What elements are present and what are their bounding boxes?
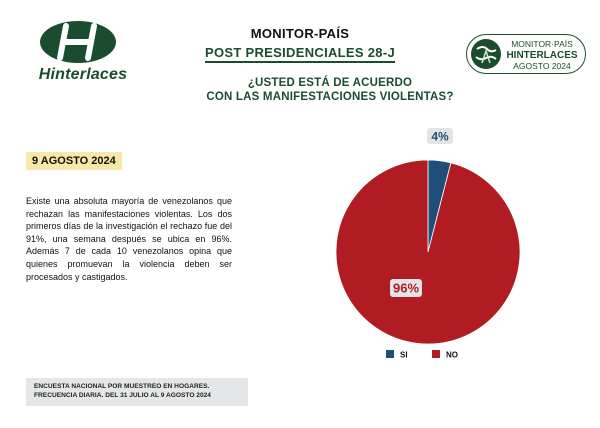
methodology-footer — [26, 378, 248, 406]
legend-swatch-no — [432, 350, 440, 358]
globe-icon — [469, 37, 503, 71]
pie-chart — [320, 120, 540, 370]
legend-label-no: NO — [446, 350, 458, 360]
badge-line-1: MONITOR·PAÍS — [511, 39, 573, 49]
pie-slice-no — [336, 160, 520, 344]
badge-text — [501, 39, 583, 72]
footer-line-1: ENCUESTA NACIONAL POR MUESTREO EN HOGARES. — [34, 383, 210, 390]
date-badge: 9 AGOSTO 2024 — [26, 152, 122, 170]
footer-line-2: FRECUENCIA DIARIA. DEL 31 JULIO AL 9 AGOSTO 2024 — [34, 392, 211, 399]
badge-line-2: HINTERLACES — [506, 50, 578, 61]
hinterlaces-logo — [28, 20, 138, 90]
badge-line-3: AGOSTO 2024 — [513, 61, 571, 71]
report-title: MONITOR-PAÍS — [250, 26, 350, 41]
pie-chart-svg — [320, 120, 540, 370]
report-subtitle: POST PRESIDENCIALES 28-J — [205, 45, 395, 63]
monitor-badge — [466, 34, 586, 74]
brand-name: Hinterlaces — [38, 66, 128, 83]
report-header — [140, 26, 460, 63]
data-label-no: 96% — [392, 280, 420, 296]
data-label-si: 4% — [431, 129, 449, 144]
question-line-2: CON LAS MANIFESTACIONES VIOLENTAS? — [206, 91, 454, 103]
hinterlaces-logo-icon — [38, 20, 118, 64]
legend-swatch-si — [386, 350, 394, 358]
chart-question — [180, 76, 480, 104]
analysis-paragraph: Existe una absoluta mayoría de venezolanos que rechazan las manifestaciones violentas. Los dos primeros días de la investigación el rechazo fue del 91%, una semana después se ubica en 96%. Además 7 de cada 10 venezolanos opina que quienes promuevan la violencia deben ser procesados y castigados. — [26, 196, 232, 282]
legend-label-si: SI — [400, 350, 408, 360]
question-line-1: ¿USTED ESTÁ DE ACUERDO — [247, 77, 413, 89]
